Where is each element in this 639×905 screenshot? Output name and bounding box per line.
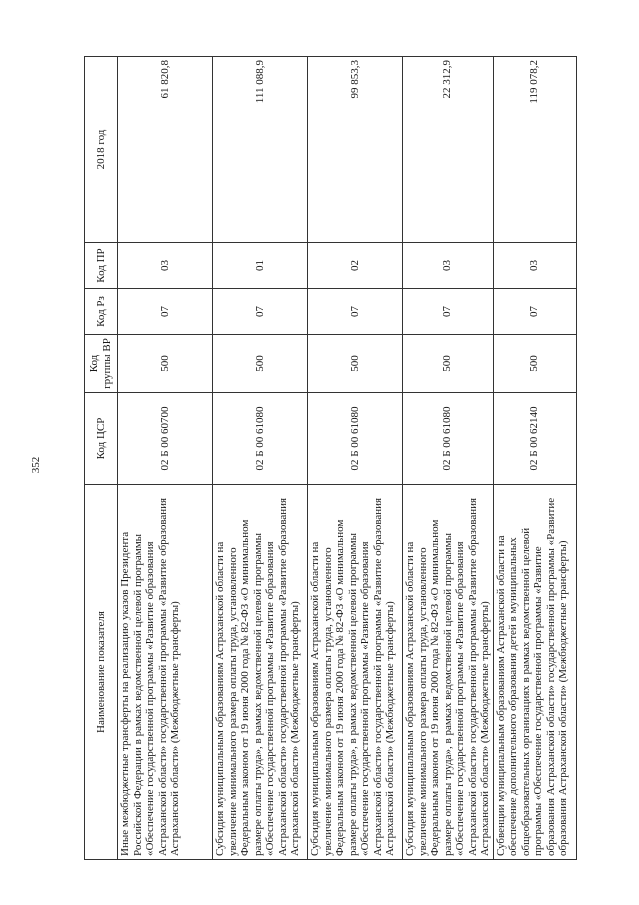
header-vr: Код группы ВР (85, 335, 118, 393)
row-csr: 02 Б 00 60700 (118, 393, 213, 485)
row-amount: 61 820,8 (118, 57, 213, 243)
header-rz: Код Рз (85, 289, 118, 335)
row-amount: 119 078,2 (493, 57, 576, 243)
table-row (493, 57, 576, 860)
budget-table (84, 56, 577, 860)
row-name: Субсидия муниципальным образованиям Астраханской области на увеличение минимального размера оплаты труда, установленного Федеральным законом от 19 июня 2000 года № 82-ФЗ «О минимальном размере оплаты труда», в рамках ведомственной целевой программы «Обеспечение государственной программы «Развитие образования Астраханской области» государственной программы «Развитие образования Астраханской области» (Межбюджетные трансферты) (308, 485, 403, 860)
row-rz: 07 (493, 289, 576, 335)
table-row (308, 57, 403, 860)
table-row (118, 57, 213, 860)
row-vr: 500 (493, 335, 576, 393)
row-rz: 07 (403, 289, 494, 335)
header-csr: Код ЦСР (85, 393, 118, 485)
row-name: Субсидия муниципальным образованиям Астраханской области на увеличение минимального размера оплаты труда, установленного Федеральным законом от 19 июня 2000 года № 82-ФЗ «О минимальном размере оплаты труда», в рамках ведомственной целевой программы «Обеспечение государственной программы «Развитие образования Астраханской области» государственной программы «Развитие образования Астраханской области» (Межбюджетные трансферты) (213, 485, 308, 860)
row-vr: 500 (213, 335, 308, 393)
table-header-row (85, 57, 118, 860)
header-pr: Код ПР (85, 243, 118, 289)
row-csr: 02 Б 00 61080 (403, 393, 494, 485)
row-csr: 02 Б 00 62140 (493, 393, 576, 485)
row-rz: 07 (213, 289, 308, 335)
header-name: Наименование показателя (85, 485, 118, 860)
table-row (213, 57, 308, 860)
row-amount: 111 088,9 (213, 57, 308, 243)
row-csr: 02 Б 00 61080 (213, 393, 308, 485)
row-pr: 03 (118, 243, 213, 289)
row-name: Субсидия муниципальным образованиям Астраханской области на увеличение минимального размера оплаты труда, установленного Федеральным законом от 19 июня 2000 года № 82-ФЗ «О минимальном размере оплаты труда», в рамках ведомственной целевой программы «Обеспечение государственной программы «Развитие образования Астраханской области» государственной программы «Развитие образования Астраханской области» (Межбюджетные трансферты) (403, 485, 494, 860)
page-number: 352 (30, 456, 42, 474)
header-year: 2018 год (85, 57, 118, 243)
row-pr: 03 (493, 243, 576, 289)
row-rz: 07 (308, 289, 403, 335)
row-vr: 500 (118, 335, 213, 393)
row-pr: 01 (213, 243, 308, 289)
row-amount: 22 312,9 (403, 57, 494, 243)
row-vr: 500 (308, 335, 403, 393)
table-row (403, 57, 494, 860)
row-pr: 02 (308, 243, 403, 289)
row-csr: 02 Б 00 61080 (308, 393, 403, 485)
row-name: Субвенции муниципальным образованиям Астраханской области на обеспечение дополнительного образования детей в муниципальных общеобразовательных организациях в рамках ведомственной целевой программы «Обеспечение государственной программы «Развитие образования Астраханской области» государственной программы «Развитие образования Астраханской области» (Межбюджетные трансферты) (493, 485, 576, 860)
rotated-table-container (84, 57, 578, 860)
row-pr: 03 (403, 243, 494, 289)
row-vr: 500 (403, 335, 494, 393)
row-rz: 07 (118, 289, 213, 335)
row-name: Иные межбюджетные трансферты на реализацию указов Президента Российской Федерации в рамках ведомственной целевой программы «Обеспечение государственной программы «Развитие образования Астраханской области» государственной программы «Развитие образования Астраханской области» (Межбюджетные трансферты) (118, 485, 213, 860)
row-amount: 99 853,3 (308, 57, 403, 243)
